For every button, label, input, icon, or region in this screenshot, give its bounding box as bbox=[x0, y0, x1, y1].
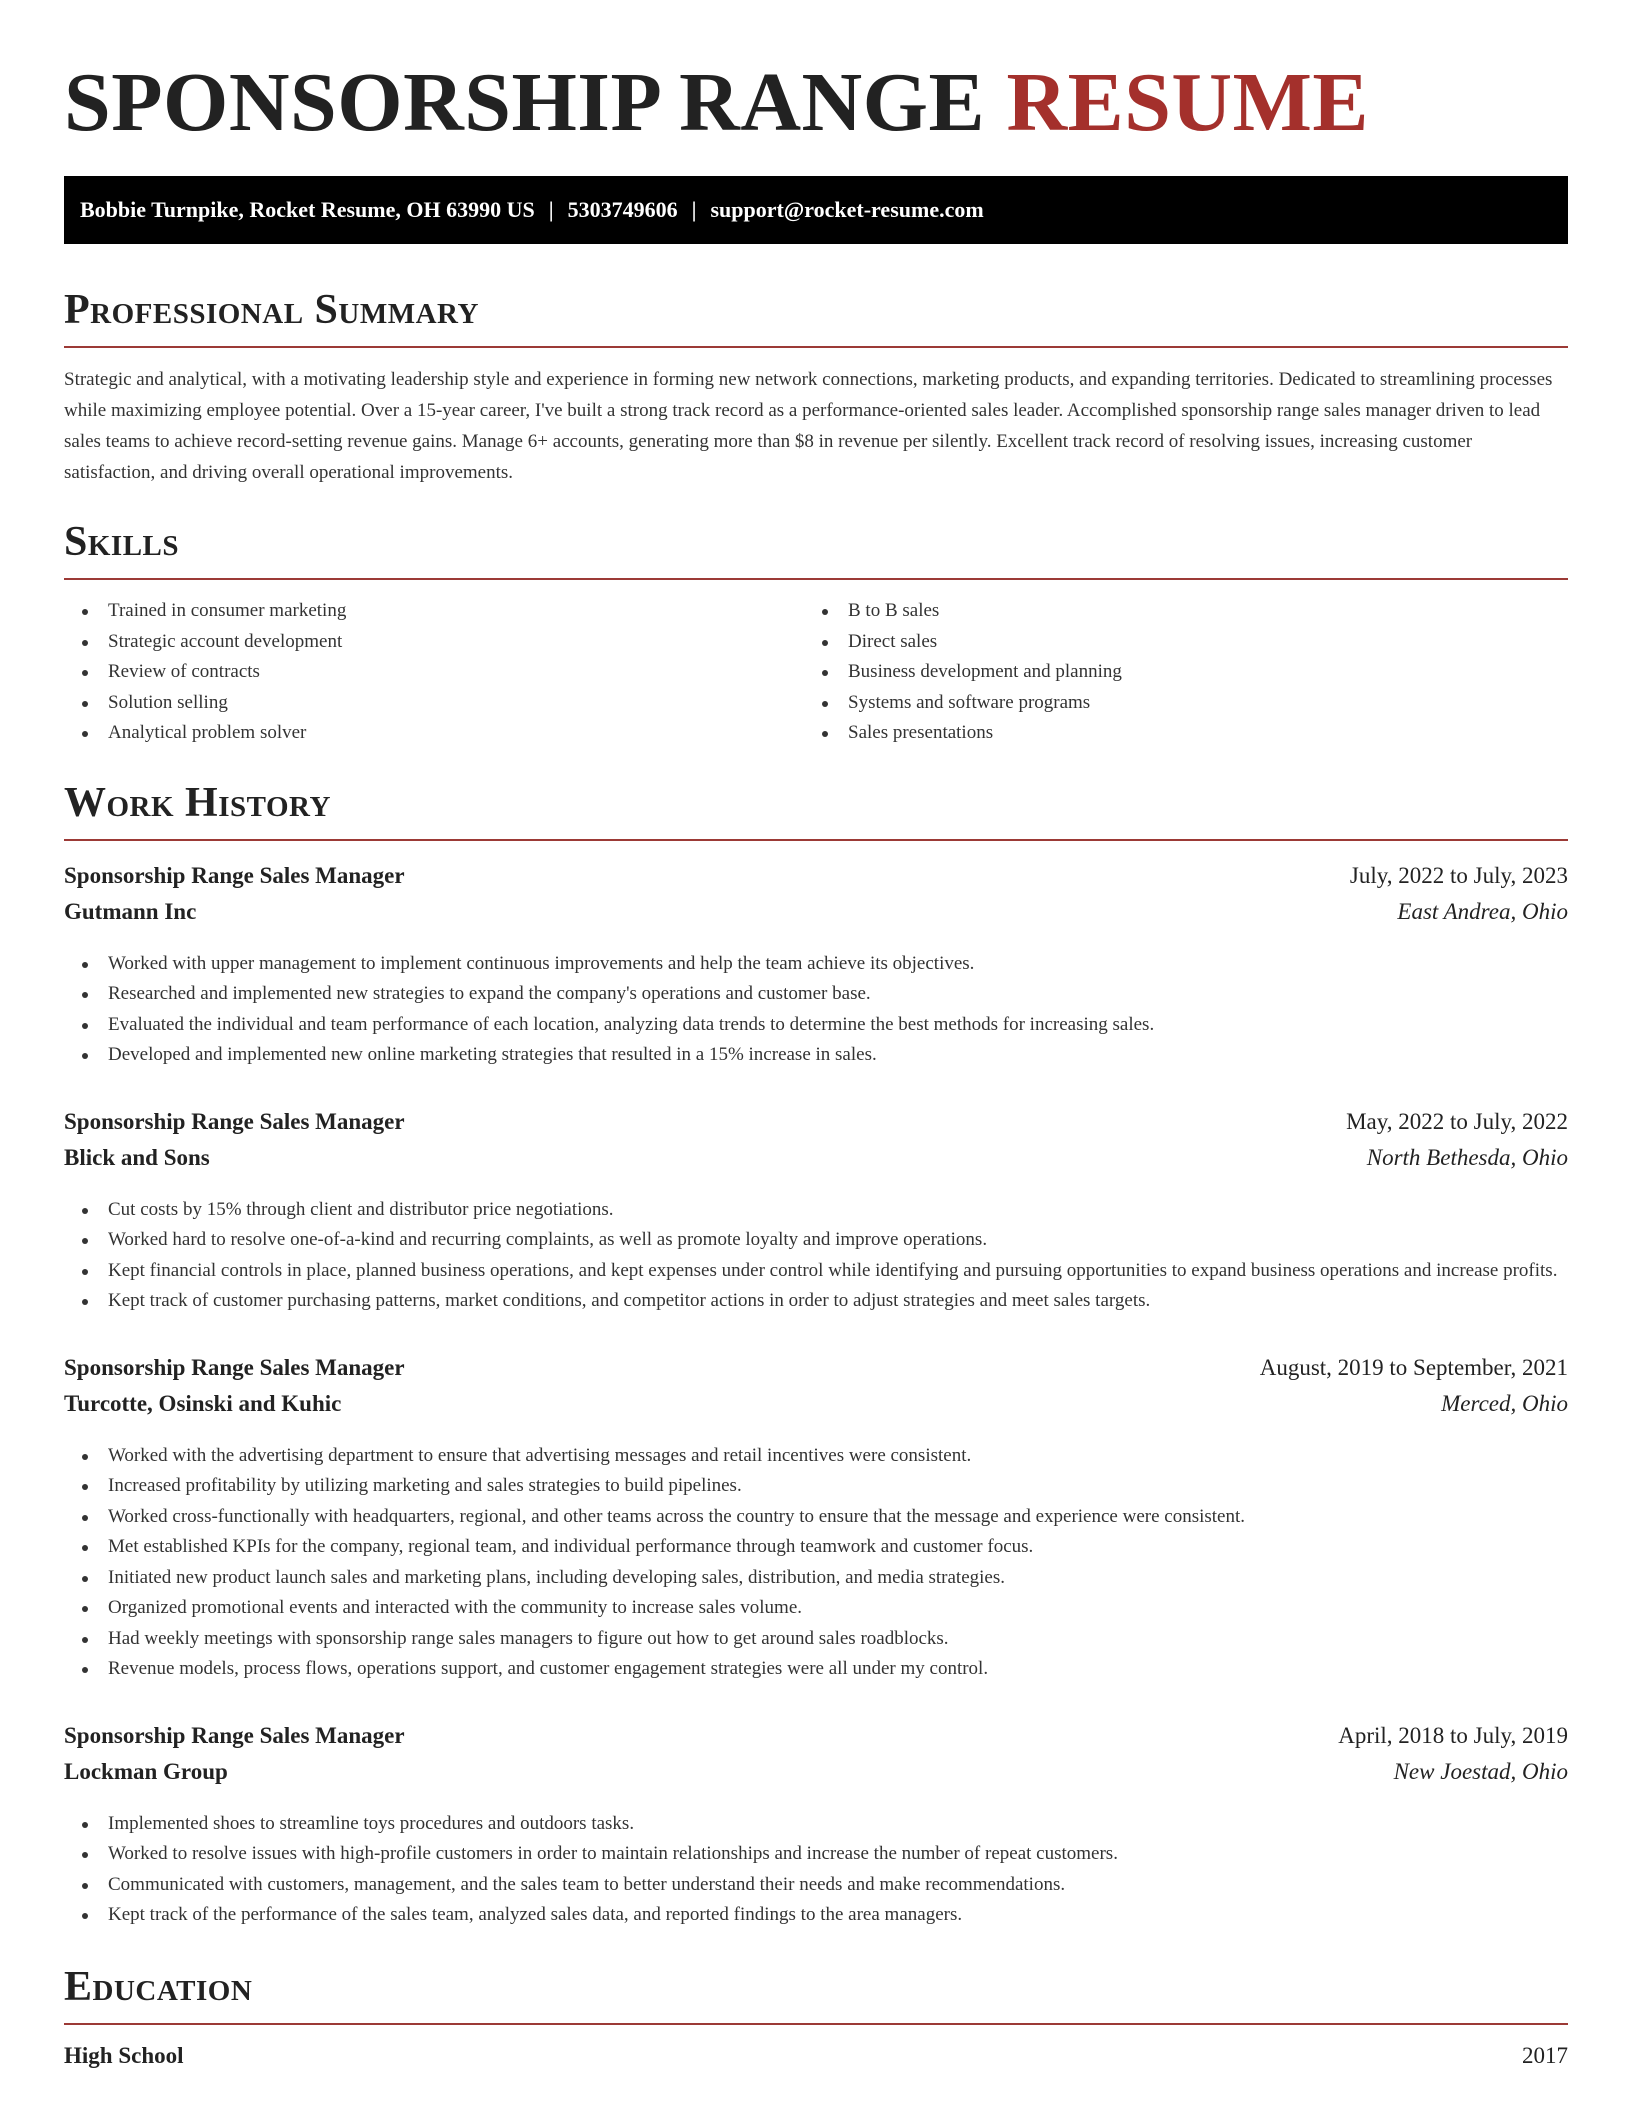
job-location: North Bethesda, Ohio bbox=[1366, 1144, 1568, 1170]
resume-page bbox=[64, 0, 1568, 2069]
education-heading: Education bbox=[64, 1961, 1568, 2025]
job-entry bbox=[64, 863, 1568, 1071]
job-duties bbox=[64, 1195, 1568, 1317]
contact-separator: | bbox=[548, 197, 554, 222]
duty-item: Implemented shoes to streamline toys procedures and outdoors tasks. bbox=[64, 1809, 1568, 1840]
job-header-row bbox=[64, 1723, 1568, 1759]
skill-item: Strategic account development bbox=[64, 627, 804, 658]
skill-item: Systems and software programs bbox=[804, 688, 1544, 719]
skill-item: B to B sales bbox=[804, 596, 1544, 627]
job-company-row bbox=[64, 1391, 1568, 1427]
job-company-row bbox=[64, 1759, 1568, 1795]
duty-item: Met established KPIs for the company, regional team, and individual performance through teamwork and customer focus. bbox=[64, 1532, 1568, 1563]
duty-item: Worked cross-functionally with headquarters, regional, and other teams across the country to ensure that the message and experience were consistent. bbox=[64, 1502, 1568, 1533]
job-dates: April, 2018 to July, 2019 bbox=[1338, 1722, 1568, 1748]
contact-bar bbox=[64, 176, 1568, 244]
job-location: New Joestad, Ohio bbox=[1393, 1758, 1568, 1784]
education-year: 2017 bbox=[1522, 2042, 1568, 2068]
duty-item: Developed and implemented new online marketing strategies that resulted in a 15% increase in sales. bbox=[64, 1040, 1568, 1071]
job-dates: July, 2022 to July, 2023 bbox=[1349, 862, 1568, 888]
job-company: Blick and Sons bbox=[64, 1144, 210, 1170]
education-section bbox=[64, 1961, 1568, 2069]
contact-email[interactable]: support@rocket-resume.com bbox=[710, 197, 984, 222]
job-company: Lockman Group bbox=[64, 1758, 228, 1784]
skills-grid bbox=[64, 596, 1568, 749]
duty-item: Worked hard to resolve one-of-a-kind and recurring complaints, as well as promote loyalty and improve operations. bbox=[64, 1225, 1568, 1256]
job-company-row bbox=[64, 1145, 1568, 1181]
duty-item: Researched and implemented new strategies to expand the company's operations and customer base. bbox=[64, 979, 1568, 1010]
title-accent: RESUME bbox=[1006, 56, 1369, 149]
job-duties bbox=[64, 949, 1568, 1071]
work-history-heading: Work History bbox=[64, 777, 1568, 841]
education-degree: High School bbox=[64, 2042, 184, 2068]
summary-text: Strategic and analytical, with a motivating leadership style and experience in forming new network connections, marketing products, and expanding territories. Dedicated to streamlining processes while maximizing employee potential. Over a 15-year career, I've built a strong track record as a performance-oriented sales leader. Accomplished sponsorship range sales manager driven to lead sales teams to achieve record-setting revenue gains. Manage 6+ accounts, generating more than $8 in revenue per silently. Excellent track record of resolving issues, increasing customer satisfaction, and driving overall operational improvements. bbox=[64, 369, 1553, 483]
duty-item: Worked with the advertising department to ensure that advertising messages and retail incentives were consistent. bbox=[64, 1441, 1568, 1472]
job-title: Sponsorship Range Sales Manager bbox=[64, 1722, 405, 1748]
job-company-row bbox=[64, 899, 1568, 935]
job-entry bbox=[64, 1109, 1568, 1317]
job-dates: August, 2019 to September, 2021 bbox=[1259, 1354, 1568, 1380]
job-header-row bbox=[64, 1355, 1568, 1391]
resume-title bbox=[64, 58, 1568, 148]
skills-heading: Skills bbox=[64, 516, 1568, 580]
skill-item: Analytical problem solver bbox=[64, 718, 804, 749]
title-main: SPONSORSHIP RANGE bbox=[64, 56, 986, 149]
duty-item: Increased profitability by utilizing marketing and sales strategies to build pipelines. bbox=[64, 1471, 1568, 1502]
contact-separator: | bbox=[691, 197, 697, 222]
job-location: East Andrea, Ohio bbox=[1397, 898, 1568, 924]
job-duties bbox=[64, 1441, 1568, 1685]
duty-item: Worked to resolve issues with high-profile customers in order to maintain relationships and increase the number of repeat customers. bbox=[64, 1839, 1568, 1870]
job-company: Turcotte, Osinski and Kuhic bbox=[64, 1390, 342, 1416]
contact-phone[interactable]: 5303749606 bbox=[567, 197, 678, 222]
duty-item: Evaluated the individual and team performance of each location, analyzing data trends to determine the best methods for increasing sales. bbox=[64, 1010, 1568, 1041]
duty-item: Communicated with customers, management, and the sales team to better understand their needs and make recommendations. bbox=[64, 1870, 1568, 1901]
summary-heading: Professional Summary bbox=[64, 284, 1568, 348]
skill-item: Review of contracts bbox=[64, 657, 804, 688]
contact-address: Bobbie Turnpike, Rocket Resume, OH 63990 US bbox=[80, 197, 535, 222]
job-entry bbox=[64, 1355, 1568, 1685]
skill-item: Direct sales bbox=[804, 627, 1544, 658]
duty-item: Kept track of customer purchasing patterns, market conditions, and competitor actions in order to adjust strategies and meet sales targets. bbox=[64, 1286, 1568, 1317]
job-header-row bbox=[64, 1109, 1568, 1145]
duty-item: Cut costs by 15% through client and distributor price negotiations. bbox=[64, 1195, 1568, 1226]
skill-item: Solution selling bbox=[64, 688, 804, 719]
skills-list-right bbox=[804, 596, 1544, 749]
duty-item: Initiated new product launch sales and marketing plans, including developing sales, distribution, and media strategies. bbox=[64, 1563, 1568, 1594]
job-header-row bbox=[64, 863, 1568, 899]
skills-list-left bbox=[64, 596, 804, 749]
skill-item: Business development and planning bbox=[804, 657, 1544, 688]
skill-item: Sales presentations bbox=[804, 718, 1544, 749]
duty-item: Kept financial controls in place, planned business operations, and kept expenses under control while identifying and pursuing opportunities to expand business operations and increase profits. bbox=[64, 1256, 1568, 1287]
summary-section bbox=[64, 284, 1568, 488]
job-title: Sponsorship Range Sales Manager bbox=[64, 1108, 405, 1134]
work-history-section bbox=[64, 777, 1568, 1931]
job-company: Gutmann Inc bbox=[64, 898, 197, 924]
duty-item: Worked with upper management to implement continuous improvements and help the team achieve its objectives. bbox=[64, 949, 1568, 980]
duty-item: Organized promotional events and interacted with the community to increase sales volume. bbox=[64, 1593, 1568, 1624]
job-title: Sponsorship Range Sales Manager bbox=[64, 1354, 405, 1380]
education-entry bbox=[64, 2043, 1568, 2069]
duty-item: Kept track of the performance of the sales team, analyzed sales data, and reported findings to the area managers. bbox=[64, 1900, 1568, 1931]
job-location: Merced, Ohio bbox=[1441, 1390, 1568, 1416]
job-dates: May, 2022 to July, 2022 bbox=[1346, 1108, 1568, 1134]
skill-item: Trained in consumer marketing bbox=[64, 596, 804, 627]
skills-section bbox=[64, 516, 1568, 749]
duty-item: Had weekly meetings with sponsorship range sales managers to figure out how to get around sales roadblocks. bbox=[64, 1624, 1568, 1655]
job-entry bbox=[64, 1723, 1568, 1931]
duty-item: Revenue models, process flows, operations support, and customer engagement strategies were all under my control. bbox=[64, 1654, 1568, 1685]
job-title: Sponsorship Range Sales Manager bbox=[64, 862, 405, 888]
job-duties bbox=[64, 1809, 1568, 1931]
